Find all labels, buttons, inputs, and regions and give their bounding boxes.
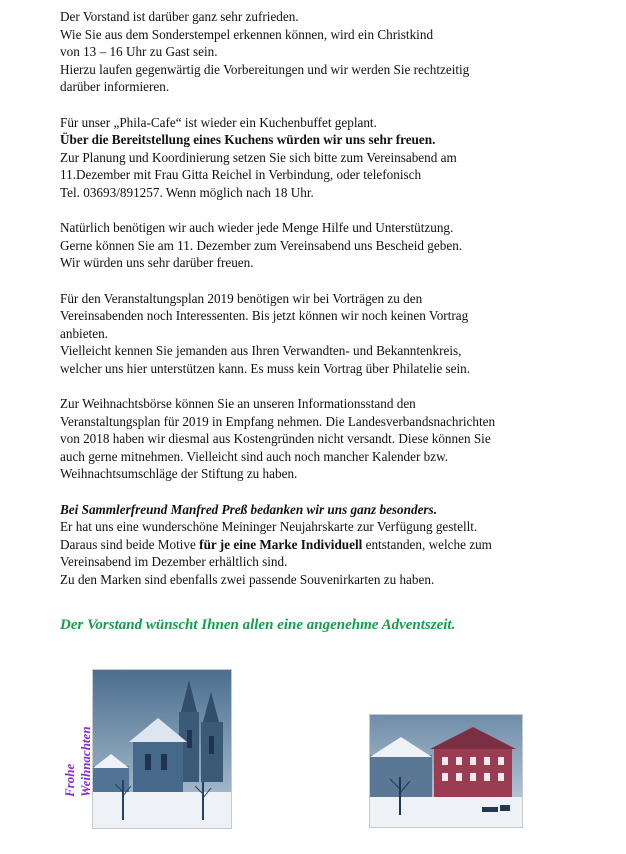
text-line: Zur Weihnachtsbörse können Sie an unseren Informationsstand den [60,396,416,412]
text-line: Für den Veranstaltungsplan 2019 benötigen wir bei Vorträgen zu den [60,290,423,306]
text-line: Tel. 03693/891257. Wenn möglich nach 18 Uhr. [60,184,314,200]
text-line: Für unser „Phila-Cafe“ ist wieder ein Kuchenbuffet geplant. [60,114,377,130]
text-line: Vielleicht kennen Sie jemanden aus Ihren Verwandten- und Bekanntenkreis, [60,343,462,359]
text-line: Zu den Marken sind ebenfalls zwei passende Souvenirkarten zu haben. [60,572,435,587]
document-body [60,8,600,606]
text-line: Zur Planung und Koordinierung setzen Sie sich bitte zum Vereinsabend am [60,149,457,165]
text-line: Wie Sie aus dem Sonderstempel erkennen können, wird ein Christkind [60,26,434,42]
text-line: Er hat uns eine wunderschöne Meininger Neujahrskarte zur Verfügung gestellt. [60,519,478,535]
text-run-bold: für je eine Marke Individuell [199,536,363,552]
paragraph-3 [60,219,600,272]
text-line: auch gerne mitnehmen. Vielleicht sind auch noch mancher Kalender bzw. [60,448,449,464]
text-line: Wir würden uns sehr darüber freuen. [60,255,254,271]
text-line: Gerne können Sie am 11. Dezember zum Vereinsabend uns Bescheid geben. [60,237,463,253]
text-line: von 2018 haben wir diesmal aus Kostengründen nicht versandt. Diese können Sie [60,431,491,447]
stamp-image-church [93,670,231,828]
paragraph-1 [60,8,600,96]
stamp-image-building [370,715,522,827]
text-line: Der Vorstand ist darüber ganz sehr zufrieden. [60,9,299,24]
text-line-bold: Über die Bereitstellung eines Kuchens würden wir uns sehr freuen. [60,132,436,148]
text-line: von 13 – 16 Uhr zu Gast sein. [60,44,218,60]
text-line: Vereinsabend im Dezember erhältlich sind. [60,554,288,570]
text-line: Natürlich benötigen wir auch wieder jede Menge Hilfe und Unterstützung. [60,220,454,236]
closing-line: Der Vorstand wünscht Ihnen allen eine angenehme Adventszeit. [60,617,456,633]
paragraph-2 [60,114,600,202]
text-line: 11.Dezember mit Frau Gitta Reichel in Verbindung, oder telefonisch [60,167,422,183]
text-run: Daraus sind beide Motive [60,536,200,552]
text-line: Hierzu laufen gegenwärtig die Vorbereitungen und wir werden Sie rechtzeitig [60,61,470,77]
text-line-bold-italic: Bei Sammlerfreund Manfred Preß bedanken wir uns ganz besonders. [60,501,437,517]
text-line-mixed [60,536,600,554]
text-line: welcher uns hier unterstützen kann. Es muss kein Vortrag über Philatelie sein. [60,360,471,376]
text-line: Weihnachtsumschläge der Stiftung zu haben. [60,466,298,482]
greeting-line-2: Weihnachten [78,726,93,797]
greeting-line-1: Frohe [62,763,77,797]
text-line: Vereinsabenden noch Interessenten. Bis jetzt können wir noch keinen Vortrag [60,308,469,324]
paragraph-5 [60,395,600,483]
text-run: entstanden, welche zum [362,536,492,552]
text-line: darüber informieren. [60,79,170,95]
text-line: Veranstaltungsplan für 2019 in Empfang nehmen. Die Landesverbandsnachrichten [60,413,496,429]
paragraph-4 [60,290,600,378]
paragraph-6 [60,501,600,589]
text-line: anbieten. [60,325,108,341]
